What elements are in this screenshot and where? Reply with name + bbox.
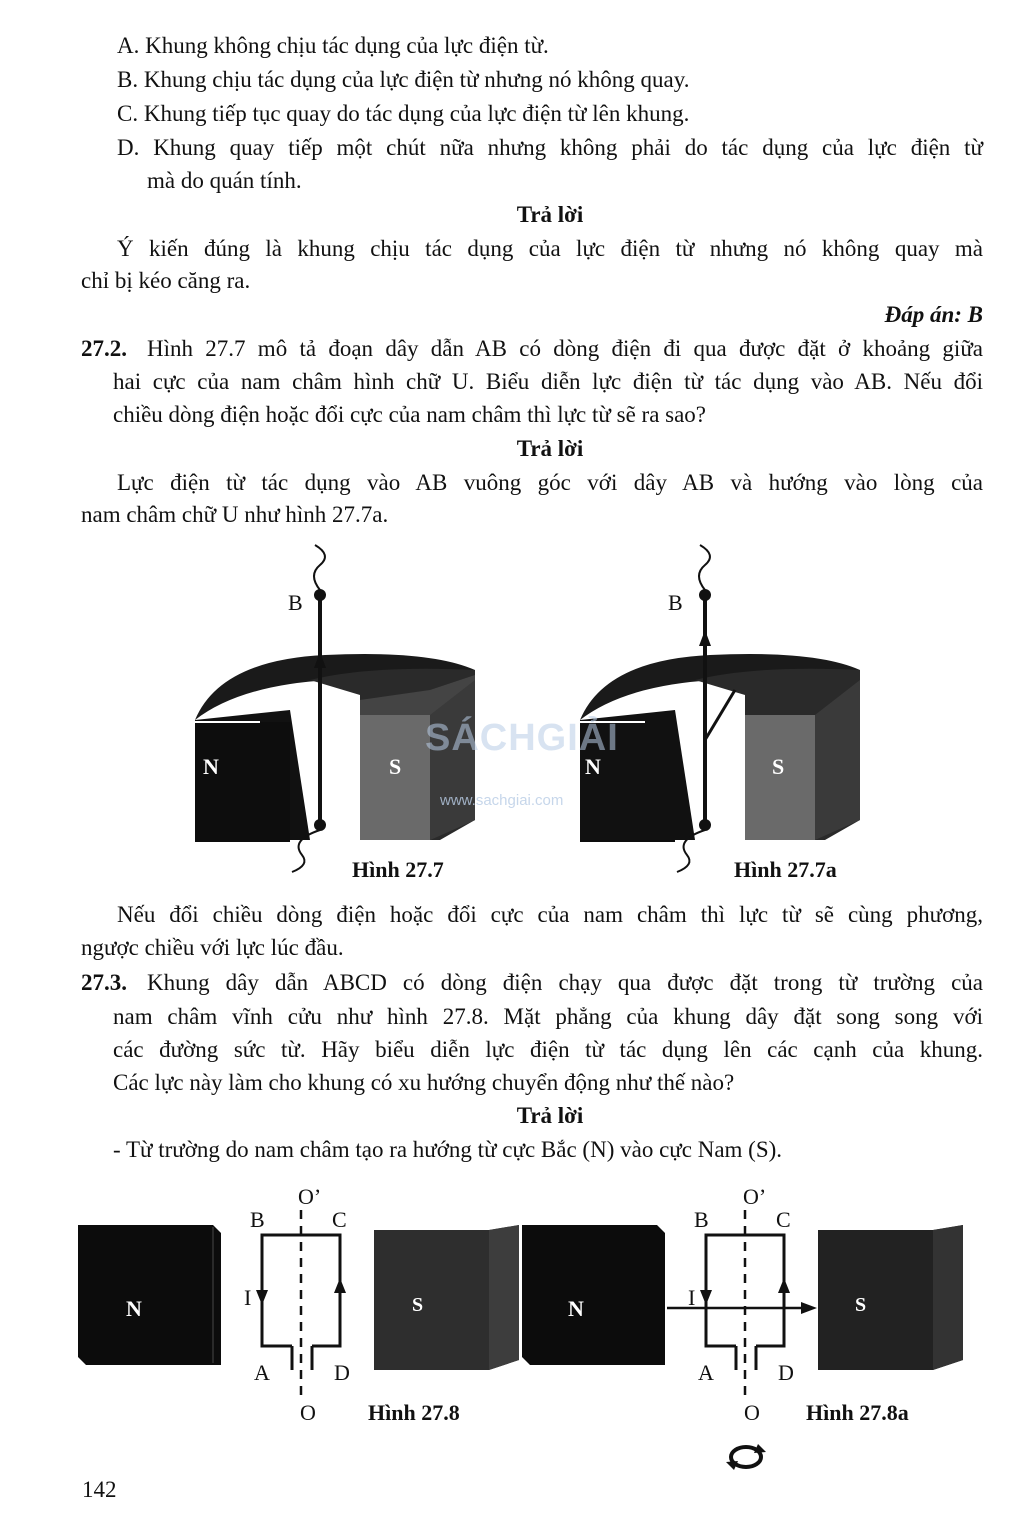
label-b-fig-27-7: B — [288, 590, 303, 615]
option-c: C. Khung tiếp tục quay do tác dụng của lực điện từ lên khung. — [117, 101, 690, 126]
label-d-fig-27-8: D — [334, 1360, 350, 1385]
option-a: A. Khung không chịu tác dụng của lực điện từ. — [117, 33, 549, 58]
label-d-fig-27-8a: D — [778, 1360, 794, 1385]
label-i-fig-27-8a: I — [688, 1285, 696, 1310]
caption-27-8: Hình 27.8 — [368, 1400, 460, 1425]
answer-1-line-1: Ý kiến đúng là khung chịu tác dụng của lực điện từ nhưng nó không quay mà — [117, 236, 983, 261]
u-magnet-figure-27-7 — [180, 540, 490, 880]
caption-27-7a: Hình 27.7a — [734, 857, 837, 882]
caption-27-8a: Hình 27.8a — [806, 1400, 909, 1425]
watermark-url: www.sachgiai.com — [440, 792, 564, 809]
label-o-fig-27-8: O — [300, 1400, 316, 1425]
after-fig-line-1: Nếu đổi chiều dòng điện hoặc đổi cực của nam châm thì lực từ sẽ cùng phương, — [117, 902, 983, 927]
option-d: D. Khung quay tiếp một chút nữa nhưng không phải do tác dụng của lực điện từ — [117, 135, 983, 160]
question-number-27-2: 27.2. — [81, 336, 127, 361]
label-b-fig-27-8a: B — [694, 1207, 709, 1232]
answer-result: Đáp án: B — [884, 302, 983, 327]
label-f-fig-27-7a: F — [712, 684, 726, 709]
question-27-2-line-3: chiều dòng điện hoặc đổi cực của nam châm thì lực từ sẽ ra sao? — [113, 402, 707, 427]
watermark-logo: SÁCHGIẢI — [425, 717, 619, 759]
option-d-continued: mà do quán tính. — [147, 168, 302, 193]
answer-2-line-2: nam châm chữ U như hình 27.7a. — [81, 502, 389, 527]
answer-heading-2: Trả lời — [516, 436, 584, 461]
label-b-fig-27-8: B — [250, 1207, 265, 1232]
label-a-fig-27-8a: A — [698, 1360, 714, 1385]
question-27-2-line-2: hai cực của nam châm hình chữ U. Biểu diễn lực điện từ tác dụng vào AB. Nếu đổi — [113, 369, 983, 394]
pole-n-fig-27-7a: N — [585, 754, 601, 779]
pole-s-fig-27-7a: S — [772, 754, 785, 779]
label-c-fig-27-8a: C — [776, 1207, 791, 1232]
u-magnet-figure-27-7a — [565, 540, 875, 880]
after-fig-line-2: ngược chiều với lực lúc đầu. — [81, 935, 344, 960]
pole-n-fig-27-8: N — [126, 1296, 142, 1321]
answer-1-line-2: chỉ bị kéo căng ra. — [81, 268, 251, 293]
pole-s-fig-27-8: S — [412, 1294, 424, 1316]
rotation-arrow-icon — [724, 1440, 768, 1474]
magnet-n-fig-27-8a — [522, 1225, 667, 1370]
label-o-fig-27-8a: O — [744, 1400, 760, 1425]
label-c-fig-27-8: C — [332, 1207, 347, 1232]
magnet-n-fig-27-8 — [78, 1225, 223, 1370]
magnet-s-fig-27-8a — [818, 1225, 963, 1370]
option-b: B. Khung chịu tác dụng của lực điện từ nhưng nó không quay. — [117, 67, 690, 92]
question-27-3-line-1: Khung dây dẫn ABCD có dòng điện chạy qua được đặt trong từ trường của — [147, 970, 983, 995]
answer-2-line-1: Lực điện từ tác dụng vào AB vuông góc với dây AB và hướng vào lòng của — [117, 470, 983, 495]
magnet-s-fig-27-8 — [374, 1225, 519, 1370]
question-27-3-line-3: các đường sức từ. Hãy biểu diễn lực điện từ tác dụng lên các cạnh của khung. — [113, 1037, 983, 1062]
page-number: 142 — [82, 1477, 117, 1502]
pole-n-fig-27-7: N — [203, 754, 219, 779]
answer-heading-3: Trả lời — [516, 1103, 584, 1128]
question-number-27-3: 27.3. — [81, 970, 127, 995]
answer-heading-1: Trả lời — [516, 202, 584, 227]
question-27-3-line-4: Các lực này làm cho khung có xu hướng chuyển động như thế nào? — [113, 1070, 735, 1095]
label-o-prime-fig-27-8a: O’ — [743, 1184, 767, 1209]
label-o-prime-fig-27-8: O’ — [298, 1184, 322, 1209]
pole-s-fig-27-7: S — [389, 754, 402, 779]
label-i-fig-27-8: I — [244, 1285, 252, 1310]
question-27-3-line-2: nam châm vĩnh cửu như hình 27.8. Mặt phẳng của khung dây đặt song song với — [113, 1004, 983, 1029]
caption-27-7: Hình 27.7 — [352, 857, 444, 882]
answer-3-line-1: - Từ trường do nam châm tạo ra hướng từ cực Bắc (N) vào cực Nam (S). — [113, 1137, 783, 1162]
label-b-fig-27-7a: B — [668, 590, 683, 615]
pole-s-fig-27-8a: S — [855, 1294, 867, 1316]
label-a-fig-27-8: A — [254, 1360, 270, 1385]
question-27-2-line-1: Hình 27.7 mô tả đoạn dây dẫn AB có dòng điện đi qua được đặt ở khoảng giữa — [147, 336, 983, 361]
pole-n-fig-27-8a: N — [568, 1296, 584, 1321]
